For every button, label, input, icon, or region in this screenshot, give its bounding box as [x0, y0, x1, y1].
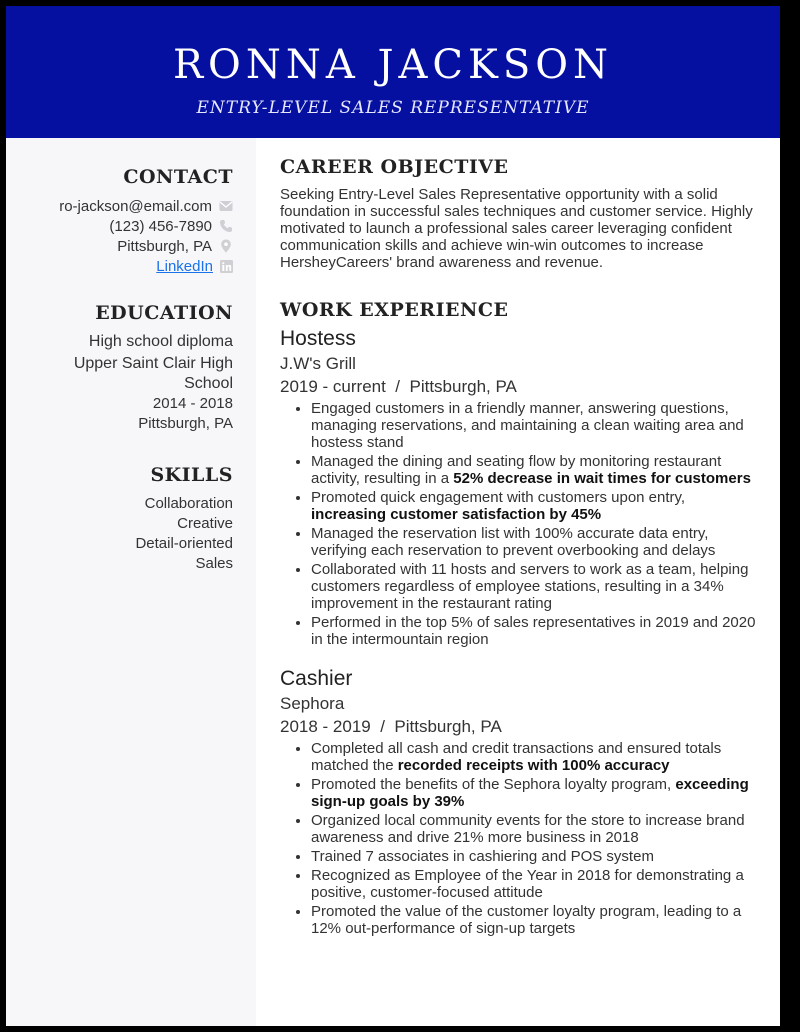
job-company: Sephora — [280, 694, 345, 713]
education-location: Pittsburgh, PA — [138, 415, 233, 432]
candidate-title: ENTRY-LEVEL SALES REPRESENTATIVE — [196, 98, 590, 118]
main-content — [280, 156, 760, 939]
linkedin-icon — [220, 260, 233, 273]
objective-heading: CAREER OBJECTIVE — [280, 156, 509, 178]
contact-location-row — [59, 236, 233, 256]
job-bullets — [280, 740, 760, 937]
contact-section — [59, 166, 233, 276]
education-school: Upper Saint Clair High School — [73, 355, 233, 392]
phone-icon — [219, 219, 233, 233]
skill-item: Sales — [195, 555, 233, 572]
job-role: Cashier — [280, 667, 353, 690]
skills-section — [135, 464, 233, 574]
job-entry — [280, 666, 760, 937]
contact-email-row — [59, 196, 233, 216]
map-pin-icon — [219, 239, 233, 253]
candidate-name: RONNA JACKSON — [172, 42, 614, 88]
job-location: Pittsburgh, PA — [409, 377, 517, 396]
objective-text: Seeking Entry-Level Sales Representative opportunity with a solid foundation in successful sales techniques and customer service. Highly motivated to launch a professional sales career leveraging confident communication skills and achieve win-win outcomes to increase HersheyCareers' brand awareness and revenue. — [280, 186, 753, 271]
job-date-location — [280, 716, 760, 737]
contact-location: Pittsburgh, PA — [117, 237, 212, 255]
job-location: Pittsburgh, PA — [394, 717, 502, 736]
envelope-icon — [219, 200, 233, 212]
job-date-location — [280, 376, 760, 397]
sidebar — [6, 138, 256, 1026]
bullet-item: • Managed the dining and seating flow by monitoring restaurant activity, resulting in a 52% decrease in wait times for customers — [311, 453, 760, 487]
bullet-item: • Organized local community events for the store to increase brand awareness and drive 21% more business in 2018 — [311, 812, 760, 846]
bullet-item: • Engaged customers in a friendly manner, answering questions, managing reservations, and maintaining a clean waiting area and hostess stand — [311, 400, 760, 451]
bullet-item: • Performed in the top 5% of sales representatives in 2019 and 2020 in the intermountain region — [311, 614, 760, 648]
separator: / — [390, 377, 405, 396]
job-dates: 2019 - current — [280, 377, 386, 396]
bullet-item: • Recognized as Employee of the Year in 2018 for demonstrating a positive, customer-focused attitude — [311, 867, 760, 901]
skill-item: Creative — [177, 515, 233, 532]
job-role: Hostess — [280, 327, 356, 350]
linkedin-link[interactable]: LinkedIn — [156, 257, 213, 275]
bullet-item: • Promoted quick engagement with customers upon entry, increasing customer satisfaction by 45% — [311, 489, 760, 523]
contact-phone: (123) 456-7890 — [109, 217, 212, 235]
experience-heading: WORK EXPERIENCE — [280, 299, 509, 321]
education-degree: High school diploma — [88, 333, 233, 350]
resume-page — [6, 6, 780, 1026]
bullet-item: • Trained 7 associates in cashiering and POS system — [311, 848, 760, 865]
contact-heading: CONTACT — [123, 166, 233, 188]
bullet-item: • Completed all cash and credit transactions and ensured totals matched the recorded receipts with 100% accuracy — [311, 740, 760, 774]
separator: / — [375, 717, 390, 736]
education-section — [48, 302, 233, 434]
bullet-item: • Collaborated with 11 hosts and servers to work as a team, helping customers regardless of employee stations, resulting in a 34% improvement in the restaurant rating — [311, 561, 760, 612]
contact-email: ro-jackson@email.com — [59, 197, 212, 215]
skill-item: Collaboration — [144, 495, 233, 512]
skill-item: Detail-oriented — [135, 535, 233, 552]
contact-linkedin-row — [59, 256, 233, 276]
education-years: 2014 - 2018 — [152, 395, 233, 412]
job-company: J.W's Grill — [280, 354, 356, 373]
skills-heading: SKILLS — [150, 464, 233, 486]
job-dates: 2018 - 2019 — [280, 717, 371, 736]
experience-section — [280, 299, 760, 937]
education-heading: EDUCATION — [95, 302, 233, 324]
bullet-item: • Promoted the value of the customer loyalty program, leading to a 12% out-performance of sign-up targets — [311, 903, 760, 937]
objective-section — [280, 156, 760, 271]
bullet-item: • Promoted the benefits of the Sephora loyalty program, exceeding sign-up goals by 39% — [311, 776, 760, 810]
resume-header — [6, 6, 780, 138]
job-bullets — [280, 400, 760, 648]
bullet-item: • Managed the reservation list with 100% accurate data entry, verifying each reservation to prevent overbooking and delays — [311, 525, 760, 559]
job-entry — [280, 326, 760, 648]
contact-phone-row — [59, 216, 233, 236]
